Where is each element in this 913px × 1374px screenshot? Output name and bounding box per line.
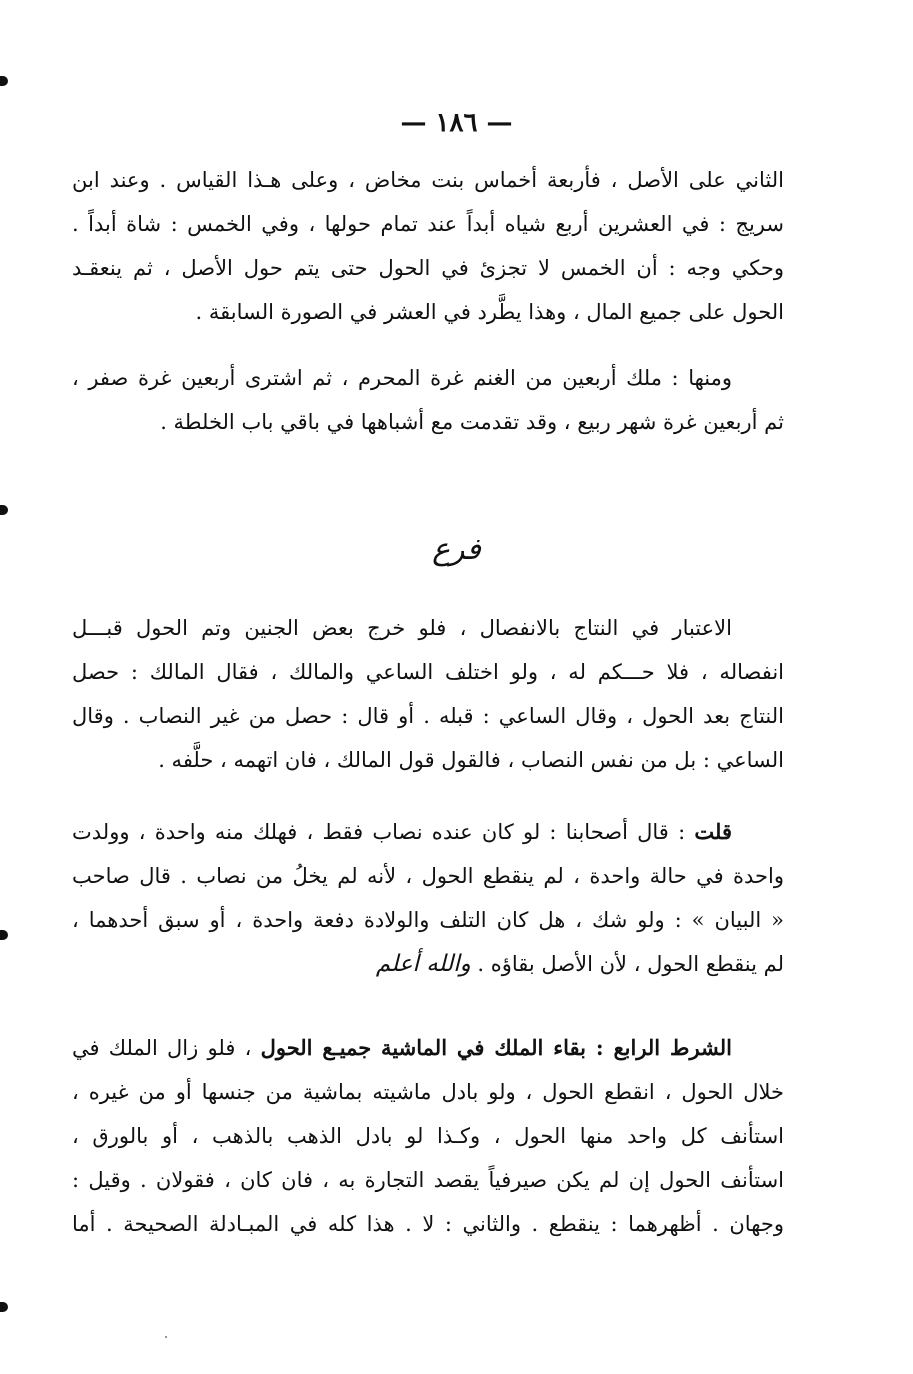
text-line: الاعتبار في النتاج بالانفصال ، فلو خرج بعض الجنين وتم الحول قبـــل [72,616,732,640]
text-line: الثاني على الأصل ، فأربعة أخماس بنت مخاض ، وعلى هـذا القياس . وعند ابن [72,168,784,192]
page-number: — ١٨٦ — [400,108,513,138]
text-line: النتاج بعد الحول ، وقال الساعي : قبله . أو قال : حصل من غير النصاب . وقال [72,704,784,728]
text-line: الساعي : بل من نفس النصاب ، فالقول قول المالك ، فان اتهمه ، حلَّفه . [158,748,784,772]
section-heading: فرع [432,532,481,567]
binding-mark [0,1302,8,1312]
paragraph-3 [72,606,784,782]
closing-phrase: والله أعلم [375,951,471,977]
text-line: « البيان » : ولو شك ، هل كان التلف والولادة دفعة واحدة ، أو سبق أحدهما ، [72,908,784,932]
text-line: خلال الحول ، انقطع الحول ، ولو بادل ماشيته بماشية من جنسها أو من غيره ، [72,1080,784,1104]
text-fragment: ، فلو زال الملك في [72,1036,261,1060]
text-line: استأنف الحول إن لم يكن صيرفياً يقصد التجارة به ، فان كان ، فقولان . وقيل : [72,1168,784,1192]
text-line: الحول على جميع المال ، وهذا يطَّرد في العشر في الصورة السابقة . [195,300,784,324]
paragraph-1 [72,158,784,334]
binding-mark [0,930,8,940]
text-line: استأنف كل واحد منها الحول ، وكـذا لو بادل الذهب بالذهب ، أو بالورق ، [72,1124,784,1148]
text-line: واحدة في حالة واحدة ، لم ينقطع الحول ، لأنه لم يخلُ من نصاب . قال صاحب [72,864,784,888]
binding-mark [0,76,8,86]
text-line: ومنها : ملك أربعين من الغنم غرة المحرم ، ثم اشترى أربعين غرة صفر ، [72,366,732,390]
text-line: وحكي وجه : أن الخمس لا تجزئ في الحول حتى يتم حول الأصل ، ثم ينعقـد [72,256,784,280]
qultu-lead: قلت [694,819,732,844]
text-line: ثم أربعين غرة شهر ربيع ، وقد تقدمت مع أشباهها في باقي باب الخلطة . [160,410,784,434]
print-speck [165,1336,167,1338]
text-fragment: لم ينقطع الحول ، لأن الأصل بقاؤه . [470,952,784,976]
text-line: انفصاله ، فلا حـــكم له ، ولو اختلف الساعي والمالك ، فقال المالك : حصل [72,660,784,684]
text-line [72,942,784,986]
text-line: سريج : في العشرين أربع شياه أبداً عند تمام حولها ، وفي الخمس : شاة أبداً . [72,212,784,236]
text-fragment: : قال أصحابنا : لو كان عنده نصاب فقط ، فهلك منه واحدة ، وولدت [72,820,695,844]
text-line [72,1026,784,1070]
text-line [72,810,784,854]
text-line: وجهان . أظهرهما : ينقطع . والثاني : لا . هذا كله في المبـادلة الصحيحة . أما [72,1212,784,1236]
binding-mark [0,505,8,515]
paragraph-2 [72,356,784,444]
paragraph-5 [72,1026,784,1246]
paragraph-4 [72,810,784,986]
condition-heading: الشرط الرابع : بقاء الملك في الماشية جميـع الحول [260,1035,732,1060]
